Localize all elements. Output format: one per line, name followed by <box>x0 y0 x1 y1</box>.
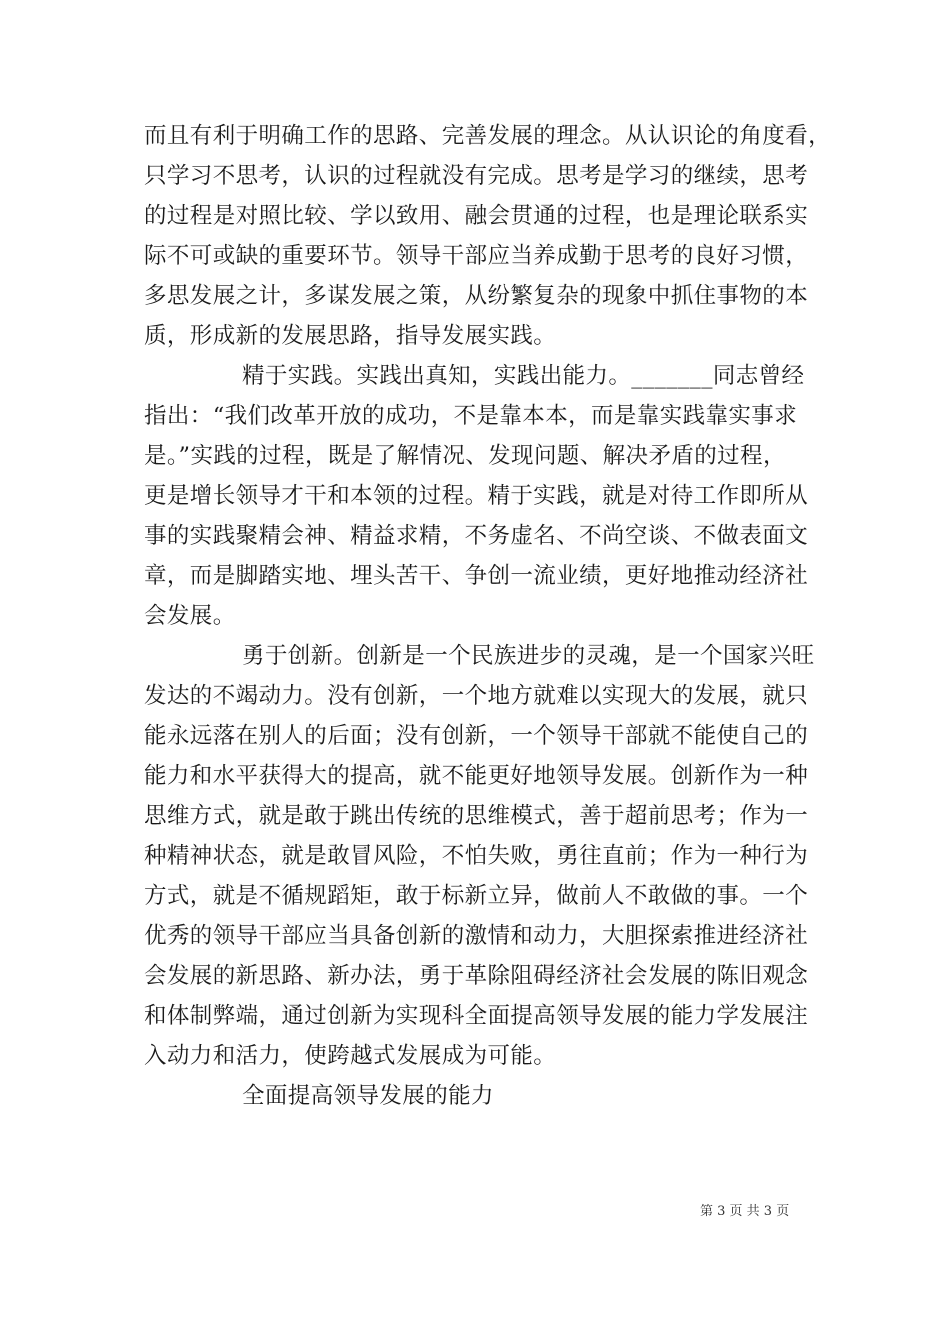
text-line: 的过程是对照比较、学以致用、融会贯通的过程，也是理论联系实 <box>144 203 809 229</box>
text-line: 章，而是脚踏实地、埋头苦干、争创一流业绩，更好地推动经济社 <box>144 563 809 589</box>
text-line: 事的实践聚精会神、精益求精，不务虚名、不尚空谈、不做表面文 <box>144 523 809 549</box>
text-line: 和体制弊端，通过创新为实现科全面提高领导发展的能力学发展注 <box>144 1003 809 1029</box>
text-line: 精于实践。实践出真知，实践出能力。_______同志曾经 <box>242 363 805 389</box>
text-line: 种精神状态，就是敢冒风险，不怕失败，勇往直前；作为一种行为 <box>144 843 809 869</box>
text-line: 只学习不思考，认识的过程就没有完成。思考是学习的继续，思考 <box>144 163 809 189</box>
body-text <box>144 116 832 1116</box>
text-line: 能永远落在别人的后面；没有创新，一个领导干部就不能使自己的 <box>144 723 809 749</box>
text-line: 发达的不竭动力。没有创新，一个地方就难以实现大的发展，就只 <box>144 683 809 709</box>
text-line: 勇于创新。创新是一个民族进步的灵魂，是一个国家兴旺 <box>242 643 815 669</box>
paragraph-continuation <box>144 116 832 356</box>
text-line: 思维方式，就是敢于跳出传统的思维模式，善于超前思考；作为一 <box>144 803 809 829</box>
paragraph-practice <box>144 356 808 636</box>
text-line: 是。”实践的过程，既是了解情况、发现问题、解决矛盾的过程， <box>144 443 786 469</box>
text-line: 会发展。 <box>144 603 236 629</box>
text-line: 能力和水平获得大的提高，就不能更好地领导发展。创新作为一种 <box>144 763 809 789</box>
text-line: 质，形成新的发展思路，指导发展实践。 <box>144 323 557 349</box>
text-line: 优秀的领导干部应当具备创新的激情和动力，大胆探索推进经济社 <box>144 923 809 949</box>
closing-title: 全面提高领导发展的能力 <box>242 1083 494 1109</box>
text-line: 方式，就是不循规蹈矩，敢于标新立异，做前人不敢做的事。一个 <box>144 883 809 909</box>
text-line: 指出：“我们改革开放的成功，不是靠本本，而是靠实践靠实事求 <box>144 403 798 429</box>
text-line: 际不可或缺的重要环节。领导干部应当养成勤于思考的良好习惯， <box>144 243 809 269</box>
text-line: 更是增长领导才干和本领的过程。精于实践，就是对待工作即所从 <box>144 483 809 509</box>
text-line: 会发展的新思路、新办法，勇于革除阻碍经济社会发展的陈旧观念 <box>144 963 809 989</box>
paragraph-innovation <box>144 636 815 1076</box>
page-number: 第 3 页 共 3 页 <box>700 1204 790 1219</box>
text-line: 而且有利于明确工作的思路、完善发展的理念。从认识论的角度看， <box>144 123 832 149</box>
text-line: 入动力和活力，使跨越式发展成为可能。 <box>144 1043 557 1069</box>
text-line: 多思发展之计，多谋发展之策，从纷繁复杂的现象中抓住事物的本 <box>144 283 809 309</box>
